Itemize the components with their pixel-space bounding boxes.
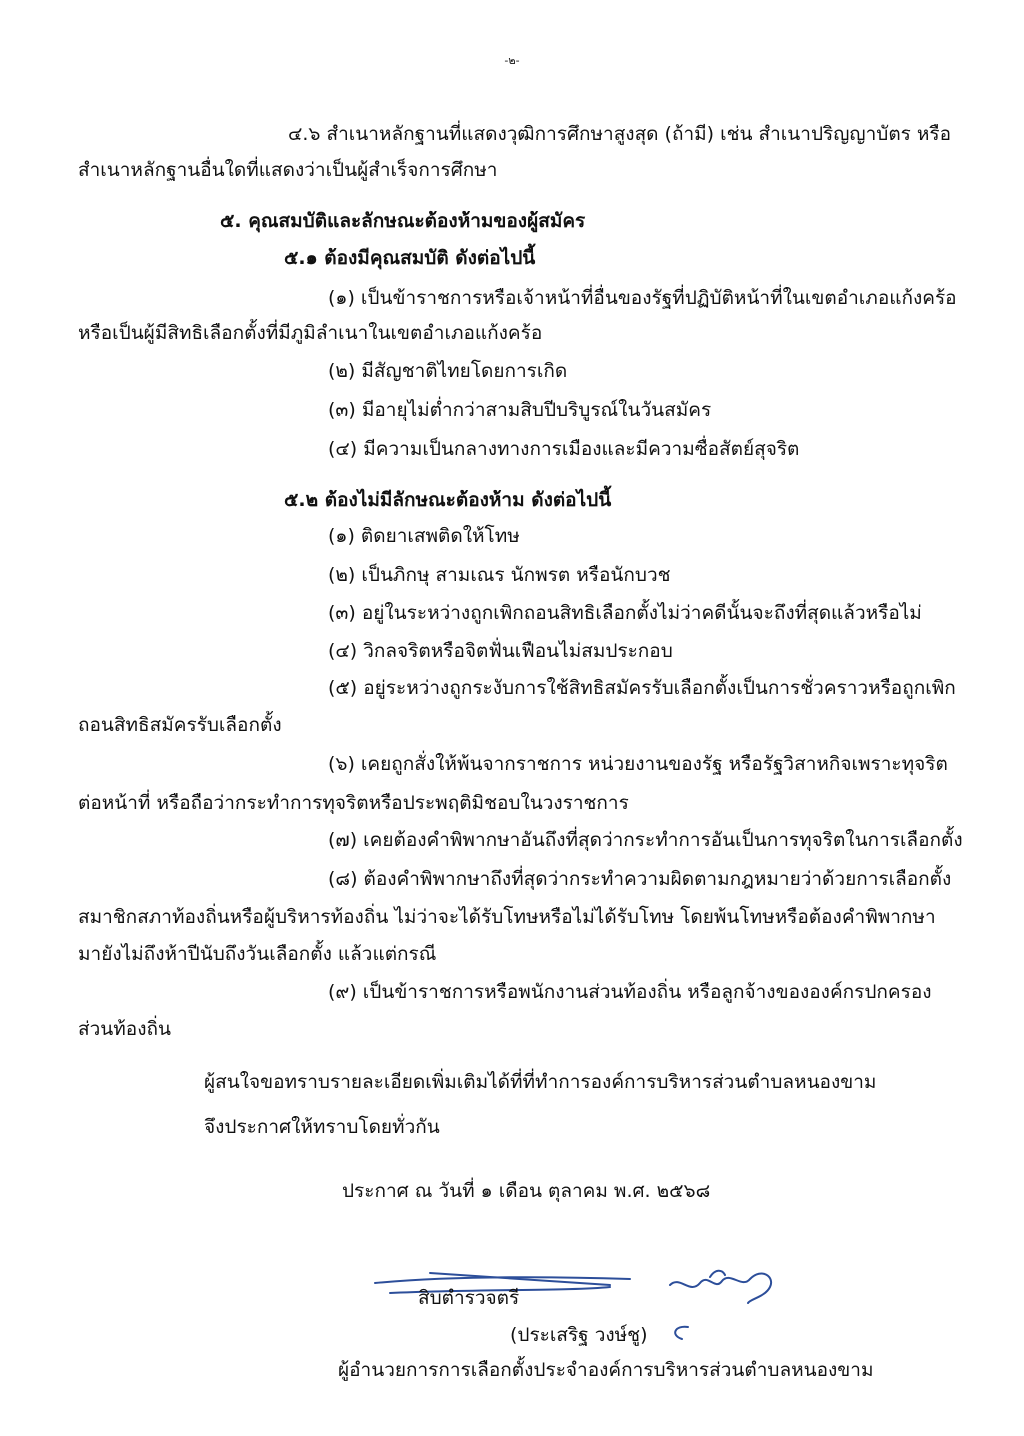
prohib-item-3: (๓) อยู่ในระหว่างถูกเพิกถอนสิทธิเลือกตั้งไม่ว่าคดีนั้นจะถึงที่สุดแล้วหรือไม่ — [328, 602, 922, 624]
prohib-item-9-line1: (๙) เป็นข้าราชการหรือพนักงานส่วนท้องถิ่น หรือลูกจ้างขององค์กรปกครอง — [328, 981, 932, 1003]
prohib-item-5-line1: (๕) อยู่ระหว่างถูกระงับการใช้สิทธิสมัครรับเลือกตั้งเป็นการชั่วคราวหรือถูกเพิก — [328, 677, 956, 699]
prohib-item-6-line1: (๖) เคยถูกสั่งให้พ้นจากราชการ หน่วยงานของรัฐ หรือรัฐวิสาหกิจเพราะทุจริต — [328, 753, 948, 775]
section-5-1-heading: ๕.๑ ต้องมีคุณสมบัติ ดังต่อไปนี้ — [284, 247, 536, 269]
qual-item-1-line2: หรือเป็นผู้มีสิทธิเลือกตั้งที่มีภูมิลำเนาในเขตอำเภอแก้งคร้อ — [78, 322, 543, 344]
signer-name: (ประเสริฐ วงษ์ชู) — [510, 1324, 648, 1346]
section-5-heading: ๕. คุณสมบัติและลักษณะต้องห้ามของผู้สมัคร — [220, 210, 586, 232]
prohib-item-8-line3: มายังไม่ถึงห้าปีนับถึงวันเลือกตั้ง แล้วแต่กรณี — [78, 943, 437, 965]
announcement-date: ประกาศ ณ วันที่ ๑ เดือน ตุลาคม พ.ศ. ๒๕๖๘ — [342, 1180, 711, 1202]
qual-item-4: (๔) มีความเป็นกลางทางการเมืองและมีความซื่อสัตย์สุจริต — [328, 438, 800, 460]
qual-item-1-line1: (๑) เป็นข้าราชการหรือเจ้าหน้าที่อื่นของรัฐที่ปฏิบัติหน้าที่ในเขตอำเภอแก้งคร้อ — [328, 287, 957, 309]
announce-text: จึงประกาศให้ทราบโดยทั่วกัน — [204, 1116, 440, 1138]
prohib-item-8-line2: สมาชิกสภาท้องถิ่นหรือผู้บริหารท้องถิ่น ไม่ว่าจะได้รับโทษหรือไม่ได้รับโทษ โดยพ้นโทษหรือต้องคำพิพากษา — [78, 906, 936, 928]
signature-stroke — [710, 1271, 725, 1277]
prohib-item-1: (๑) ติดยาเสพติดให้โทษ — [328, 525, 520, 547]
prohib-item-8-line1: (๘) ต้องคำพิพากษาถึงที่สุดว่ากระทำความผิดตามกฎหมายว่าด้วยการเลือกตั้ง — [328, 868, 952, 890]
prohib-item-2: (๒) เป็นภิกษุ สามเณร นักพรต หรือนักบวช — [328, 564, 671, 586]
prohib-item-4: (๔) วิกลจริตหรือจิตฟั่นเฟือนไม่สมประกอบ — [328, 640, 673, 662]
page-number: -๒- — [504, 54, 520, 67]
item-4-6-line2: สำเนาหลักฐานอื่นใดที่แสดงว่าเป็นผู้สำเร็จการศึกษา — [78, 159, 498, 181]
prohib-item-6-line2: ต่อหน้าที่ หรือถือว่ากระทำการทุจริตหรือประพฤติมิชอบในวงราชการ — [78, 792, 629, 814]
prohib-item-7: (๗) เคยต้องคำพิพากษาอันถึงที่สุดว่ากระทำการอันเป็นการทุจริตในการเลือกตั้ง — [328, 829, 963, 851]
signer-position: ผู้อำนวยการการเลือกตั้งประจำองค์การบริหารส่วนตำบลหนองขาม — [338, 1359, 874, 1381]
qual-item-2: (๒) มีสัญชาติไทยโดยการเกิด — [328, 360, 568, 382]
signature-stroke — [675, 1327, 688, 1339]
qual-item-3: (๓) มีอายุไม่ต่ำกว่าสามสิบปีบริบูรณ์ในวันสมัคร — [328, 399, 712, 421]
item-4-6-line1: ๔.๖ สำเนาหลักฐานที่แสดงวุฒิการศึกษาสูงสุด (ถ้ามี) เช่น สำเนาปริญญาบัตร หรือ — [288, 123, 952, 145]
section-5-2-heading: ๕.๒ ต้องไม่มีลักษณะต้องห้าม ดังต่อไปนี้ — [284, 489, 612, 511]
inquiry-text: ผู้สนใจขอทราบรายละเอียดเพิ่มเติมได้ที่ที่ทำการองค์การบริหารส่วนตำบลหนองขาม — [204, 1071, 877, 1093]
signer-rank: สิบตำรวจตรี — [418, 1287, 520, 1309]
prohib-item-5-line2: ถอนสิทธิสมัครรับเลือกตั้ง — [78, 714, 282, 736]
prohib-item-9-line2: ส่วนท้องถิ่น — [78, 1018, 171, 1040]
signature-stroke — [670, 1274, 771, 1303]
